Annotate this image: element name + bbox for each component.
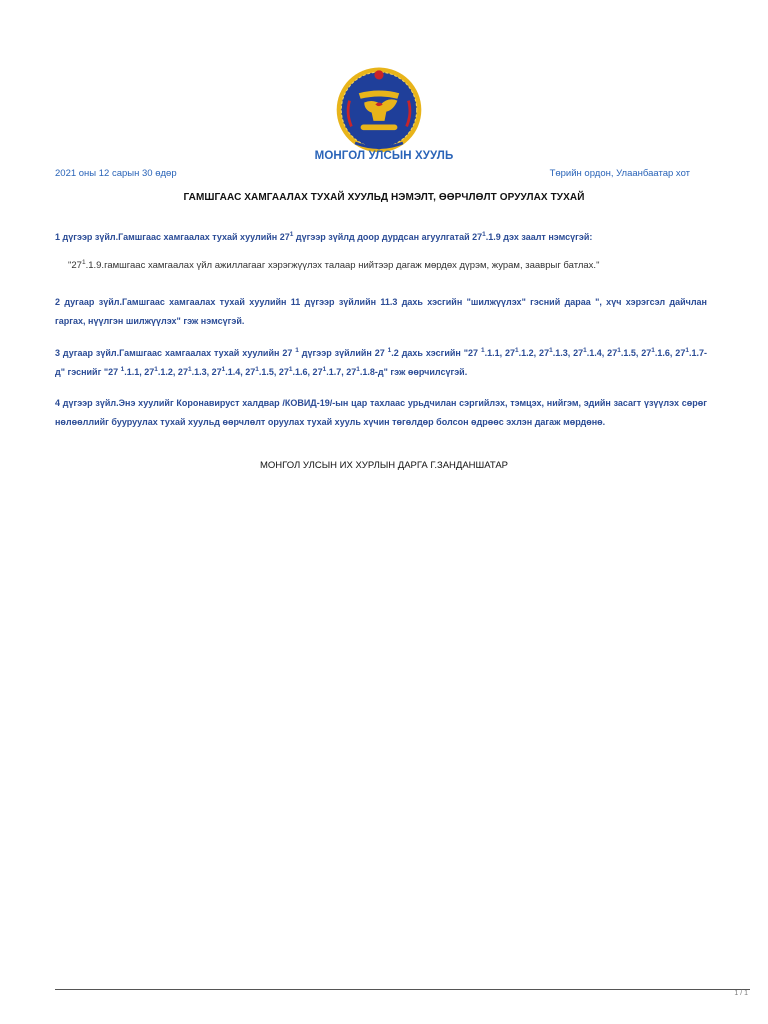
article-3-text: .1.4, 27: [586, 348, 618, 358]
adoption-place: Төрийн ордон, Улаанбаатар хот: [549, 168, 690, 179]
adoption-date: 2021 оны 12 сарын 30 өдөр: [55, 168, 177, 179]
superscript: 1: [617, 347, 621, 354]
article-3-text: .1.1, 27: [484, 348, 516, 358]
article-3-text: .1.5, 27: [258, 367, 289, 377]
quote-text: "27: [68, 260, 82, 271]
article-1-text: 1 дүгээр зүйл.Гамшгаас хамгаалах тухай хуулийн 27: [55, 232, 290, 242]
article-3-text: .1.7, 27: [326, 367, 357, 377]
article-3-text: .2 дахь хэсгийн "27: [391, 348, 479, 358]
law-title: МОНГОЛ УЛСЫН ХУУЛЬ: [314, 150, 454, 162]
superscript: 1: [515, 347, 519, 354]
article-3-text: .1.5, 27: [620, 348, 652, 358]
article-3-text: 3 дугаар зүйл.Гамшгаас хамгаалах тухай хуулийн 27: [55, 348, 293, 358]
article-3-text: .1.6, 27: [654, 348, 686, 358]
superscript: 1: [255, 366, 259, 373]
article-3-text: .1.3, 27: [552, 348, 584, 358]
superscript: 1: [685, 347, 689, 354]
article-3-text: .1.8-д" гэж өөрчилсүгэй.: [359, 367, 468, 377]
article-3: [55, 344, 707, 382]
superscript: 1: [549, 347, 553, 354]
document-heading: ГАМШГААС ХАМГААЛАХ ТУХАЙ ХУУЛЬД НЭМЭЛТ, ӨӨРЧЛӨЛТ ОРУУЛАХ ТУХАЙ: [183, 192, 585, 203]
article-1: [55, 228, 707, 247]
superscript: 1: [289, 231, 294, 238]
superscript: 1: [482, 231, 486, 238]
article-3-text: .1.4, 27: [225, 367, 256, 377]
article-3-text: .1.3, 27: [191, 367, 222, 377]
article-3-text: .1.1, 27: [124, 367, 155, 377]
signature-line: МОНГОЛ УЛСЫН ИХ ХУРЛЫН ДАРГА Г.ЗАНДАНШАТАР: [259, 460, 509, 471]
superscript: 1: [322, 366, 327, 373]
superscript: 1: [295, 347, 299, 354]
superscript: 1: [187, 366, 192, 373]
article-3-text: .1.2, 27: [518, 348, 550, 358]
superscript: 1: [387, 347, 392, 354]
article-3-text: дүгээр зүйлийн 27: [298, 348, 385, 358]
superscript: 1: [583, 347, 587, 354]
superscript: 1: [288, 366, 293, 373]
superscript: 1: [154, 366, 158, 373]
quote-text: .1.9.гамшгаас хамгаалах үйл ажиллагааг хэрэгжүүлэх талаар нийтээр дагаж мөрдөх дүрэм, журам, зааврыг батлах.": [85, 260, 600, 271]
superscript: 1: [81, 259, 86, 266]
superscript: 1: [480, 347, 485, 354]
footer-divider: [55, 989, 750, 990]
article-4: 4 дүгээр зүйл.Энэ хуулийг Коронавируст халдвар /КОВИД-19/-ын цар тахлаас урьдчилан сэргийлэх, тэмцэх, нийгэм, эдийн засагт үзүүлэх сөрөг нөлөөллийг бууруулах тухай хуульд өөрчлөлт оруулах тухай хууль хүчин төгөлдөр болсон өдрөөс эхлэн дагаж мөрдөнө.: [55, 398, 707, 427]
superscript: 1: [651, 347, 655, 354]
superscript: 1: [120, 366, 125, 373]
article-3-text: .1.2, 27: [157, 367, 188, 377]
superscript: 1: [356, 366, 360, 373]
superscript: 1: [221, 366, 226, 373]
state-emblem-icon: [333, 62, 425, 154]
article-3-text: .1.6, 27: [292, 367, 323, 377]
article-2: 2 дугаар зүйл.Гамшгаас хамгаалах тухай хуулийн 11 дүгээр зүйлийн 11.3 дахь хэсгийн "шилжүүлэх" гэсний дараа ", хүч хэрэгсэл дайчлан гаргах, нүүлгэн шилжүүлэх" гэж нэмсүгэй.: [55, 297, 707, 326]
page-number: 1 / 1: [734, 990, 748, 997]
article-1-text: дүгээр зүйлд доор дурдсан агуулгатай 27: [293, 232, 483, 242]
article-1-quote: [68, 256, 708, 275]
article-3-text: .1.7-д" гэснийг "27: [55, 348, 707, 377]
article-1-text: .1.9 дэх заалт нэмсүгэй:: [485, 232, 593, 242]
